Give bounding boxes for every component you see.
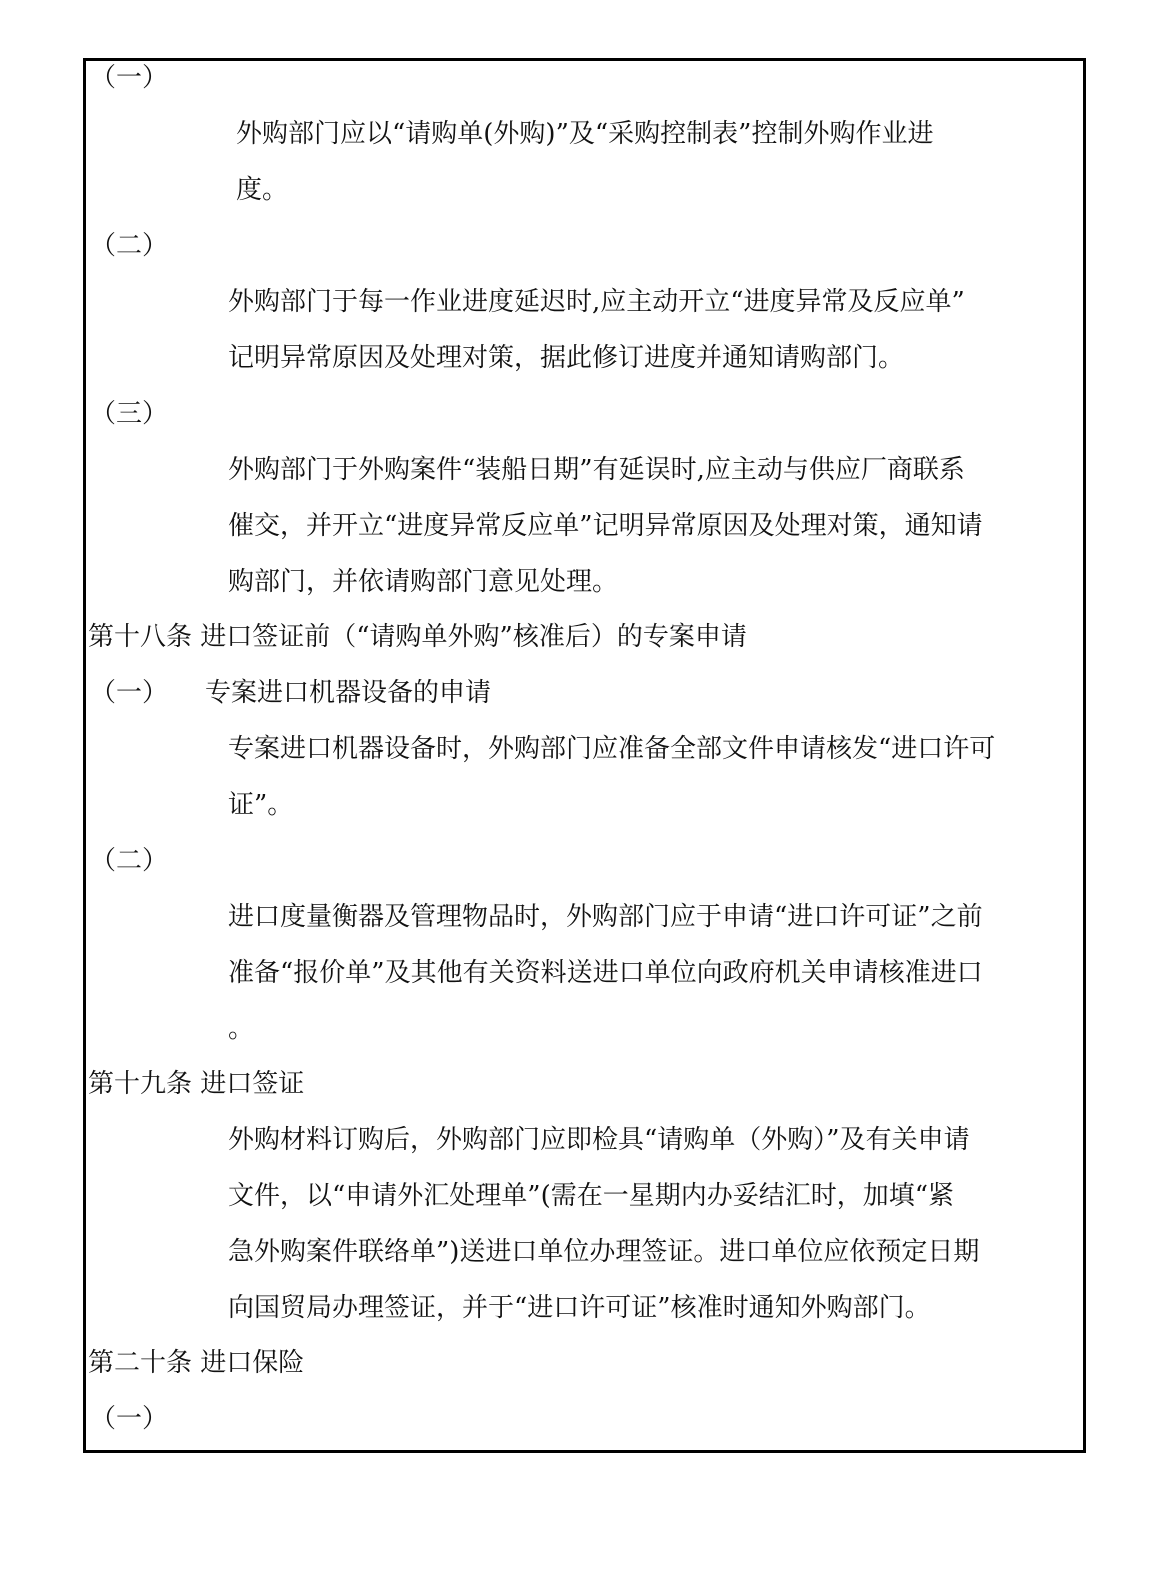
list-marker: （一）	[90, 63, 169, 93]
list-marker: （三）	[90, 399, 169, 429]
list-marker: （一）	[90, 678, 169, 708]
paragraph-line: 进口度量衡器及管理物品时，外购部门应于申请“进口许可证”之前	[228, 902, 983, 932]
paragraph-line: 外购部门于外购案件“装船日期”有延误时,应主动与供应厂商联系	[228, 455, 965, 485]
paragraph-line: 专案进口机器设备时，外购部门应准备全部文件申请核发“进口许可	[228, 734, 996, 764]
paragraph-line: 购部门，并依请购部门意见处理。	[228, 567, 619, 597]
article-heading: 第十八条 进口签证前（“请购单外购”核准后）的专案申请	[88, 622, 747, 652]
subsection-heading: 专案进口机器设备的申请	[205, 678, 492, 708]
paragraph-line: 向国贸局办理签证，并于“进口许可证”核准时通知外购部门。	[228, 1293, 931, 1323]
paragraph-line: 证”。	[228, 790, 294, 820]
article-heading: 第二十条 进口保险	[88, 1348, 305, 1378]
list-marker: （二）	[90, 231, 169, 261]
paragraph-line: 准备“报价单”及其他有关资料送进口单位向政府机关申请核准进口	[228, 958, 983, 988]
article-heading: 第十九条 进口签证	[88, 1069, 305, 1099]
paragraph-line: 度。	[236, 175, 289, 205]
paragraph-line: 催交，并开立“进度异常反应单”记明异常原因及处理对策，通知请	[228, 511, 983, 541]
list-marker: （二）	[90, 846, 169, 876]
list-marker: （一）	[90, 1404, 169, 1434]
paragraph-line: 外购材料订购后，外购部门应即检具“请购单（外购）”及有关申请	[228, 1125, 970, 1155]
paragraph-line: 文件，以“申请外汇处理单”(需在一星期内办妥结汇时，加填“紧	[228, 1181, 955, 1211]
paragraph-line: 急外购案件联络单”)送进口单位办理签证。进口单位应依预定日期	[228, 1237, 980, 1267]
paragraph-line: 记明异常原因及处理对策，据此修订进度并通知请购部门。	[228, 343, 905, 373]
paragraph-line: 外购部门应以“请购单(外购)”及“采购控制表”控制外购作业进	[236, 119, 934, 149]
paragraph-line: 外购部门于每一作业进度延迟时,应主动开立“进度异常及反应单”	[228, 287, 965, 317]
paragraph-line: 。	[228, 1014, 255, 1044]
